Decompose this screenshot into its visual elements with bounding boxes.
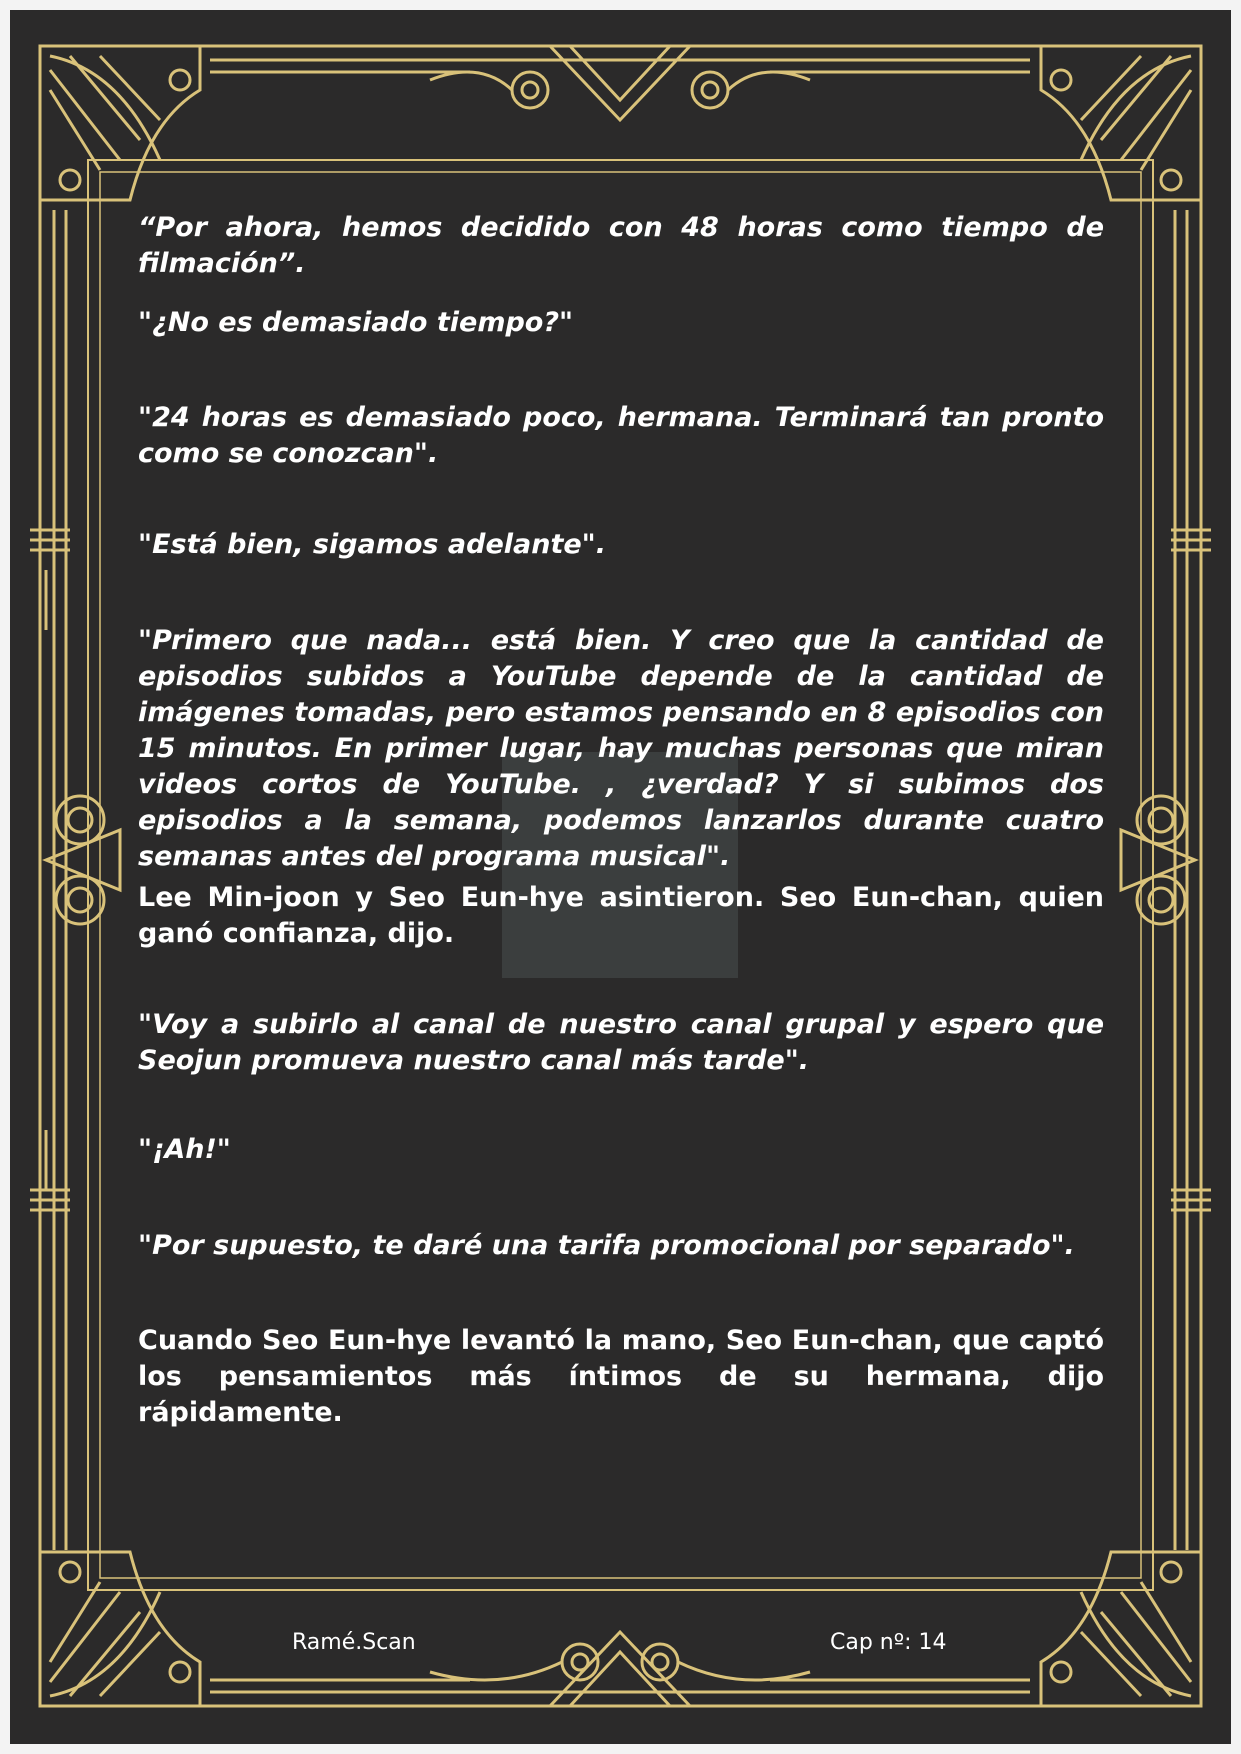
paragraph-6: Lee Min-joon y Seo Eun-hye asintieron. Seo Eun-chan, quien ganó confianza, dijo. [138, 882, 1104, 949]
corner-ornament-top-right [1041, 46, 1201, 200]
paragraph-2: "¿No es demasiado tiempo?" [138, 307, 574, 338]
paragraph-7: "Voy a subirlo al canal de nuestro canal grupal y espero que Seojun promueva nuestro canal más tarde". [138, 1009, 1104, 1076]
paragraph-8: "¡Ah!" [138, 1134, 231, 1165]
paragraph-9: "Por supuesto, te daré una tarifa promocional por separado". [138, 1230, 1075, 1261]
paragraph-4: "Está bien, sigamos adelante". [138, 529, 607, 560]
paragraph-5: "Primero que nada... está bien. Y creo que la cantidad de episodios subidos a YouTube depende de la cantidad de imágenes tomadas, pero estamos pensando en 8 episodios con 15 minutos. En primer lugar, hay muchas personas que miran videos cortos de YouTube. , ¿verdad? Y si subimos dos episodios a la semana, podemos lanzarlos durante cuatro semanas antes del programa musical". [138, 625, 1104, 872]
paragraph-10: Cuando Seo Eun-hye levantó la mano, Seo Eun-chan, que captó los pensamientos más íntimos de su hermana, dijo rápidamente. [138, 1325, 1104, 1428]
corner-ornament-top-left [40, 46, 200, 200]
corner-ornament-bottom-right [1041, 1552, 1201, 1706]
footer-chapter-number: Cap nº: 14 [830, 1630, 947, 1655]
paragraph-3: "24 horas es demasiado poco, hermana. Terminará tan pronto como se conozcan". [138, 402, 1104, 469]
footer-scan-group: Ramé.Scan [292, 1630, 416, 1655]
scroll-ornament-top [430, 46, 810, 120]
corner-ornament-bottom-left [40, 1552, 200, 1706]
paragraph-1: “Por ahora, hemos decidido con 48 horas como tiempo de filmación”. [138, 212, 1104, 279]
side-ornament-left [30, 530, 120, 1210]
scroll-ornament-bottom [430, 1632, 810, 1706]
novel-page [10, 10, 1231, 1744]
side-ornament-right [1121, 530, 1211, 1210]
